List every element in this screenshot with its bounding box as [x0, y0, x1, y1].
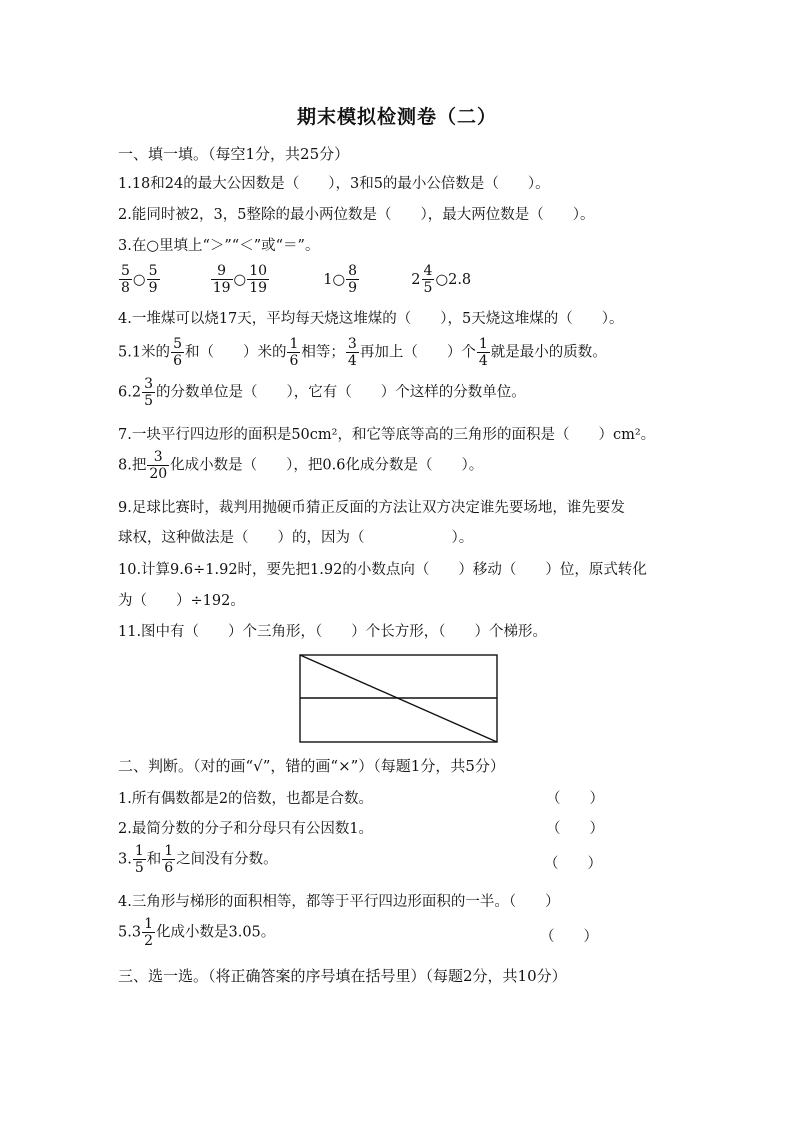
question-1-5: 5.1米的 $\frac{5}{6}$ 和（ ）米的 $\frac{1}{6}$ 相等； $\frac{3}{4}$ 再加上（ ）个 $\frac{1}{4}$ 就是最小的质数。 [118, 336, 607, 369]
answer-paren-5: （ ） [540, 929, 598, 945]
answer-paren-1: （ ） [546, 791, 604, 807]
comparison-4 [411, 263, 472, 296]
fraction: $\frac{1}{6}$ [289, 336, 299, 369]
circle-blank: ○ [233, 271, 247, 288]
section-3-heading: 三、选一选。（将正确答案的序号填在括号里）（每题2分，共10分） [118, 967, 567, 985]
fraction: $\frac{8}{9}$ [348, 263, 358, 296]
fraction: $\frac{5}{8}$ [121, 263, 130, 296]
comparison-3 [323, 263, 364, 296]
mixed-whole: 2 [411, 271, 421, 288]
page-title: 期末模拟检测卷（二） [296, 106, 497, 128]
fraction: $\frac{1}{5}$ [134, 843, 144, 876]
question-1-11: 11.图中有（ ）个三角形，（ ）个长方形，（ ）个梯形。 [118, 624, 548, 640]
rectangle-figure [299, 654, 499, 744]
comparison-1 [118, 263, 165, 296]
section-1-heading: 一、填一填。（每空1分，共25分） [118, 145, 350, 163]
judgement-3: 3. $\frac{1}{5}$ 和 $\frac{1}{6}$ 之间没有分数。 [118, 843, 278, 876]
comparison-left: 1○ [323, 271, 346, 288]
question-1-2: 2.能同时被2，3，5整除的最小两位数是（ ），最大两位数是（ ）。 [118, 207, 595, 223]
fraction: $\frac{4}{5}$ [423, 263, 433, 296]
fraction: $\frac{1}{4}$ [478, 336, 488, 369]
comparison-2 [210, 263, 275, 296]
fraction: $\frac{1}{2}$ [144, 916, 153, 949]
fraction: $\frac{10}{19}$ [249, 263, 268, 296]
fraction: $\frac{3}{20}$ [149, 449, 168, 482]
fraction: $\frac{5}{9}$ [148, 263, 158, 296]
question-1-3-comparisons [118, 264, 698, 304]
fraction: $\frac{3}{5}$ [144, 376, 153, 409]
judgement-4: 4.三角形与梯形的面积相等，都等于平行四边形面积的一半。（ ） [118, 894, 560, 910]
circle-blank: ○ [132, 271, 146, 288]
question-1-7: 7.一块平行四边形的面积是50cm²，和它等底等高的三角形的面积是（ ）cm²。 [118, 427, 656, 443]
fraction: $\frac{1}{6}$ [164, 843, 174, 876]
fraction: $\frac{5}{6}$ [173, 336, 182, 369]
answer-paren-3: （ ） [544, 856, 602, 872]
fraction: $\frac{3}{4}$ [347, 336, 357, 369]
judgement-5: 5.3 $\frac{1}{2}$ 化成小数是3.05。 [118, 916, 276, 949]
question-1-9-line-1: 9.足球比赛时，裁判用抛硬币猜正反面的方法让双方决定谁先要场地，谁先要发 [118, 500, 625, 516]
judgement-2: 2.最简分数的分子和分母只有公因数1。 [118, 821, 374, 837]
question-1-8: 8.把 $\frac{3}{20}$ 化成小数是（ ），把0.6化成分数是（ ）。 [118, 449, 484, 482]
question-1-4: 4.一堆煤可以烧17天，平均每天烧这堆煤的（ ），5天烧这堆煤的（ ）。 [118, 311, 624, 327]
comparison-right: ○2.8 [435, 271, 472, 288]
section-2-heading: 二、判断。（对的画“√”，错的画“×”）（每题1分，共5分） [118, 757, 505, 775]
question-1-9-line-2: 球权，这种做法是（ ）的，因为（ ）。 [118, 530, 474, 546]
fraction: $\frac{9}{19}$ [212, 263, 231, 296]
question-1-10-line-2: 为（ ）÷192。 [118, 593, 245, 609]
question-1-1: 1.18和24的最大公因数是（ ），3和5的最小公倍数是（ ）。 [118, 176, 550, 192]
question-1-10-line-1: 10.计算9.6÷1.92时，要先把1.92的小数点向（ ）移动（ ）位，原式转化 [118, 562, 647, 578]
question-1-3: 3.在○里填上“＞”“＜”或“＝”。 [118, 238, 320, 254]
answer-paren-2: （ ） [546, 821, 604, 837]
question-1-6: 6.2 $\frac{3}{5}$ 的分数单位是（ ），它有（ ）个这样的分数单位。 [118, 376, 526, 409]
judgement-1: 1.所有偶数都是2的倍数，也都是合数。 [118, 791, 374, 807]
